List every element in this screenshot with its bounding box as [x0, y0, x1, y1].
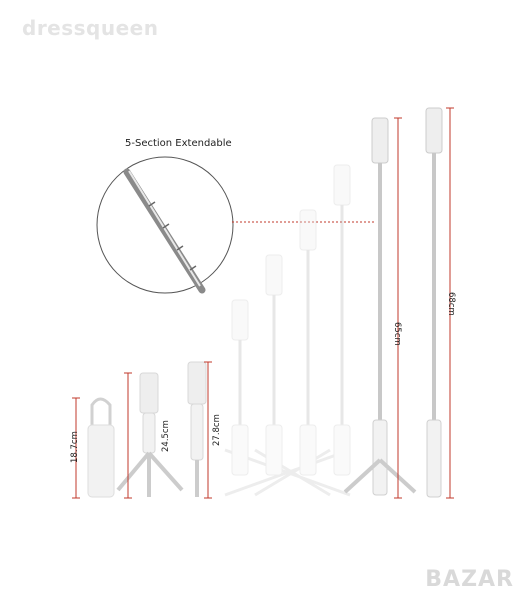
dimension-label-tripod-24: 24.5cm: [161, 420, 171, 452]
marketplace-logo: BAZAR: [425, 567, 514, 592]
dimension-label-folded: 18.7cm: [70, 431, 80, 463]
dimension-lines: [72, 108, 454, 498]
stick-folded: [88, 399, 114, 497]
stick-extending-stages: [225, 165, 350, 495]
dimension-label-68: 68cm: [446, 292, 456, 316]
zoom-callout: [97, 157, 233, 293]
stick-extended-68: [426, 108, 442, 497]
stick-tripod-27: [188, 362, 206, 497]
dimension-label-tripod-27: 27.8cm: [212, 414, 222, 446]
callout-label: 5-Section Extendable: [125, 138, 232, 149]
stick-extended-65: [345, 118, 415, 495]
dimension-label-65: 65cm: [392, 322, 402, 346]
watermark-text: dressqueen: [22, 16, 159, 40]
